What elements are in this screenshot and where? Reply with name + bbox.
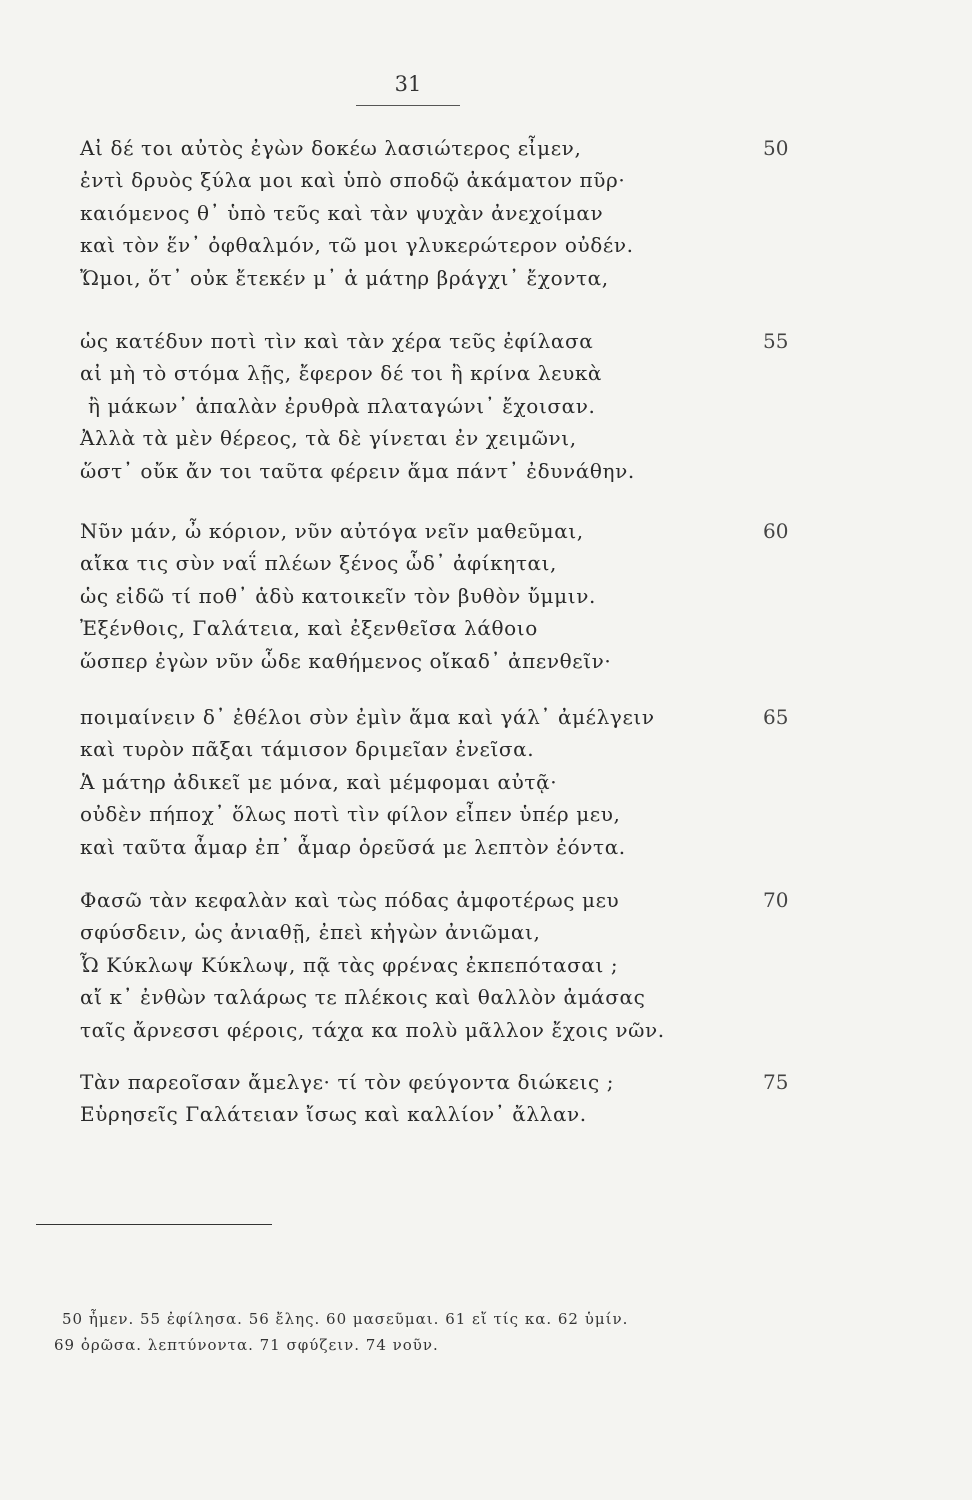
stanza-3: [80, 515, 800, 677]
verse-line: Νῦν μάν, ὦ κόριον, νῦν αὐτόγα νεῖν μαθεῦμαι, 60: [80, 515, 800, 547]
verse-line: ταῖς ἄρνεσσι φέροις, τάχα κα πολὺ μᾶλλον ἔχοις νῶν.: [80, 1017, 665, 1042]
verse-line: καὶ ταῦτα ἆμαρ ἐπ᾽ ἆμαρ ὁρεῦσά με λεπτὸν ἐόντα.: [80, 834, 626, 859]
verse-line: Ἀλλὰ τὰ μὲν θέρεος, τὰ δὲ γίνεται ἐν χειμῶνι,: [80, 426, 577, 451]
verse-line: καὶ τὸν ἕν᾽ ὀφθαλμόν, τῶ μοι γλυκερώτερον οὐδέν.: [80, 233, 634, 258]
verse-line: Ὦ Κύκλωψ Κύκλωψ, πᾷ τὰς φρένας ἐκπεπότασαι ;: [80, 952, 619, 977]
line-number: 75: [763, 1070, 789, 1094]
verse-line: αἰ μὴ τὸ στόμα λῇς, ἔφερον δέ τοι ἢ κρίνα λευκὰ: [80, 361, 603, 386]
verse-line: Εὑρησεῖς Γαλάτειαν ἴσως καὶ καλλίον᾽ ἄλλαν.: [80, 1102, 587, 1127]
verse-line: καιόμενος θ᾽ ὑπὸ τεῦς καὶ τὰν ψυχὰν ἀνεχοίμαν: [80, 200, 604, 225]
verse-line: ὡς εἰδῶ τί ποθ᾽ ἁδὺ κατοικεῖν τὸν βυθὸν ὔμμιν.: [80, 583, 596, 608]
verse-line: Φασῶ τὰν κεφαλὰν καὶ τὼς πόδας ἀμφοτέρως μευ 70: [80, 884, 800, 916]
line-number: 65: [763, 705, 789, 729]
verse-line: Ἁ μάτηρ ἀδικεῖ με μόνα, καὶ μέμφομαι αὐτᾷ·: [80, 769, 558, 794]
stanza-1: [80, 132, 800, 294]
footnote-line: 69 ὀρῶσα. λεπτύνοντα. 71 σφύζειν. 74 νοῦν.: [54, 1336, 439, 1354]
page-number: 31: [394, 72, 422, 96]
verse-line: καὶ τυρὸν πᾶξαι τάμισον δριμεῖαν ἐνεῖσα.: [80, 737, 535, 762]
verse-line: ὡς κατέδυν ποτὶ τὶν καὶ τὰν χέρα τεῦς ἐφίλασα 55: [80, 325, 800, 357]
page-number-rule: [356, 105, 460, 106]
critical-apparatus: [54, 1306, 822, 1358]
verse-line: ἐντὶ δρυὸς ξύλα μοι καὶ ὑπὸ σποδῷ ἀκάματον πῦρ·: [80, 168, 626, 193]
verse-line: Ὤμοι, ὅτ᾽ οὐκ ἔτεκέν μ᾽ ἁ μάτηρ βράγχι᾽ ἔχοντα,: [80, 265, 609, 290]
verse-line: ἢ μάκων᾽ ἁπαλὰν ἐρυθρὰ πλαταγώνι᾽ ἔχοισαν.: [88, 393, 596, 418]
verse-line: οὐδὲν πήποχ᾽ ὅλως ποτὶ τὶν φίλον εἶπεν ὑπέρ μευ,: [80, 802, 621, 827]
verse-line: Αἰ δέ τοι αὐτὸς ἐγὼν δοκέω λασιώτερος εἶμεν, 50: [80, 132, 800, 164]
stanza-2: [80, 325, 800, 487]
stanza-4: [80, 701, 800, 863]
verse-line: σφύσδειν, ὡς ἀνιαθῇ, ἐπεὶ κἠγὼν ἀνιῶμαι,: [80, 920, 541, 945]
verse-line: ὥσπερ ἐγὼν νῦν ὧδε καθήμενος οἴκαδ᾽ ἀπενθεῖν·: [80, 648, 612, 673]
verse-line: ποιμαίνειν δ᾽ ἐθέλοι σὺν ἐμὶν ἅμα καὶ γάλ᾽ ἀμέλγειν 65: [80, 701, 800, 733]
line-number: 55: [763, 329, 789, 353]
footnote-line: 50 ἦμεν. 55 ἐφίλησα. 56 ἔλης. 60 μασεῦμαι. 61 εἴ τίς κα. 62 ὑμίν.: [62, 1310, 629, 1328]
footnote-divider: [36, 1224, 272, 1225]
line-number: 70: [763, 888, 789, 912]
stanza-6: [80, 1066, 800, 1131]
verse-line: αἴ κ᾽ ἐνθὼν ταλάρως τε πλέκοις καὶ θαλλὸν ἀμάσας: [80, 985, 646, 1010]
verse-line: ὥστ᾽ οὔκ ἄν τοι ταῦτα φέρειν ἅμα πάντ᾽ ἐδυνάθην.: [80, 458, 635, 483]
verse-line: Ἐξένθοις, Γαλάτεια, καὶ ἐξενθεῖσα λάθοιο: [80, 616, 538, 641]
line-number: 50: [763, 136, 789, 160]
stanza-5: [80, 884, 800, 1046]
verse-line: Τὰν παρεοῖσαν ἄμελγε· τί τὸν φεύγοντα διώκεις ; 75: [80, 1066, 800, 1098]
verse-line: αἴκα τις σὺν ναΐ πλέων ξένος ὧδ᾽ ἀφίκηται,: [80, 551, 558, 576]
line-number: 60: [763, 519, 789, 543]
